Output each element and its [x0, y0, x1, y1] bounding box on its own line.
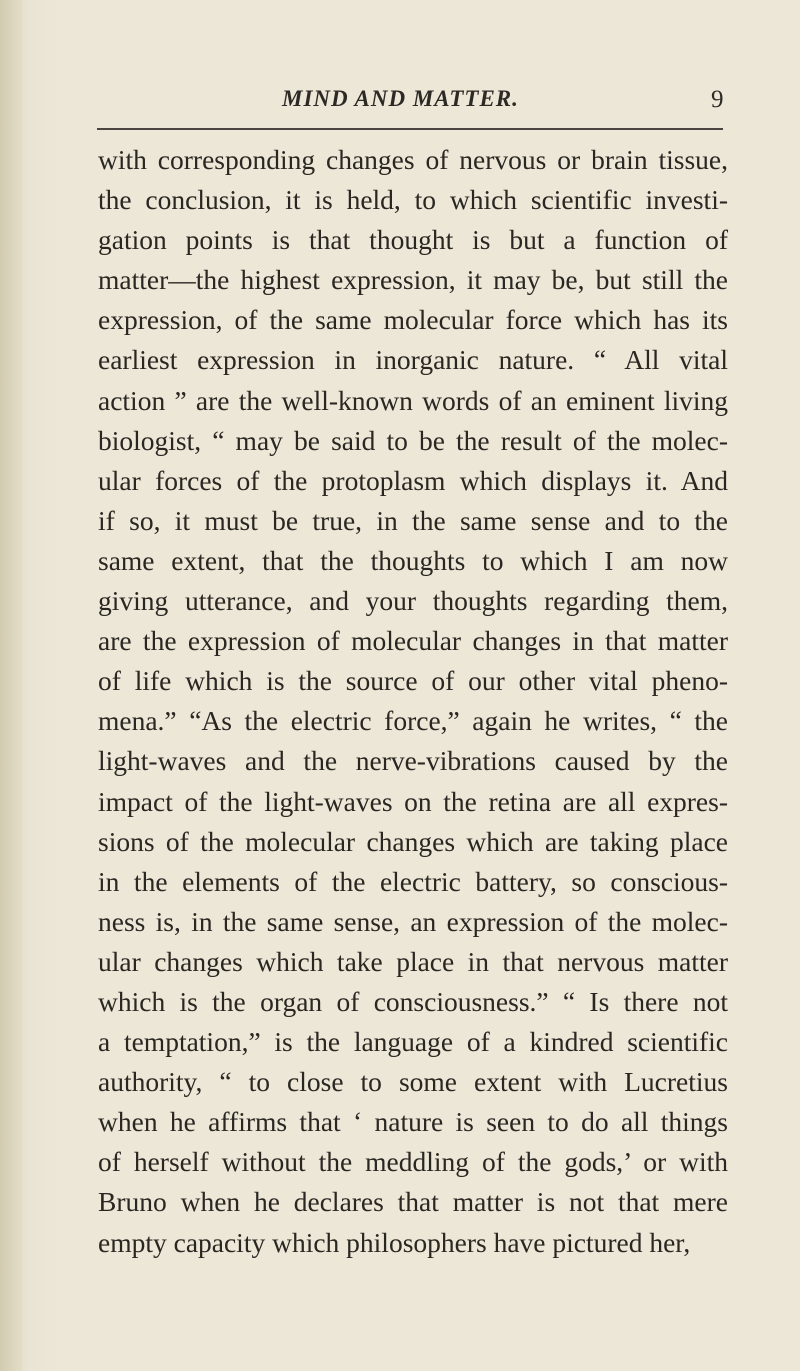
text-line: expression, of the same molecular force which has its — [98, 304, 728, 336]
text-line: are the expression of molecular changes in that matter — [98, 625, 728, 657]
running-title: MIND AND MATTER. — [282, 86, 519, 111]
text-line: the conclusion, it is held, to which scientific investi- — [98, 184, 728, 216]
text-line: ness is, in the same sense, an expression of the molec- — [98, 905, 728, 937]
text-line: ular forces of the protoplasm which displays it. And — [98, 464, 728, 496]
text-line: a temptation,” is the language of a kindred scientific — [98, 1026, 728, 1058]
body-text — [98, 140, 728, 1263]
running-head — [0, 86, 800, 120]
text-line: mena.” “As the electric force,” again he writes, “ the — [98, 705, 728, 737]
text-line: if so, it must be true, in the same sense and to the — [98, 504, 728, 536]
text-line: empty capacity which philosophers have pictured her, — [98, 1226, 691, 1258]
page-number: 9 — [711, 86, 724, 113]
text-line: matter—the highest expression, it may be, but still the — [98, 264, 728, 296]
text-line: same extent, that the thoughts to which I am now — [98, 544, 728, 576]
text-line: biologist, “ may be said to be the result of the molec- — [98, 424, 728, 456]
text-line: with corresponding changes of nervous or brain tissue, — [98, 144, 728, 175]
text-line: Bruno when he declares that matter is not that mere — [98, 1186, 728, 1218]
text-line: impact of the light-waves on the retina are all expres- — [98, 785, 728, 817]
text-line: when he affirms that ‘ nature is seen to do all things — [98, 1106, 728, 1138]
text-line: earliest expression in inorganic nature. “ All vital — [98, 344, 728, 376]
text-line: of life which is the source of our other vital pheno- — [98, 665, 728, 697]
text-line: giving utterance, and your thoughts regarding them, — [98, 585, 728, 617]
text-line: action ” are the well-known words of an eminent living — [98, 384, 728, 416]
text-line: gation points is that thought is but a function of — [98, 224, 728, 256]
text-line: of herself without the meddling of the gods,’ or with — [98, 1146, 728, 1178]
page-gutter-edge — [0, 0, 22, 1371]
text-line: which is the organ of consciousness.” “ Is there not — [98, 985, 728, 1017]
text-line: authority, “ to close to some extent with Lucretius — [98, 1066, 728, 1098]
text-line: ular changes which take place in that nervous matter — [98, 945, 728, 977]
text-line: sions of the molecular changes which are taking place — [98, 825, 728, 857]
header-rule — [97, 128, 723, 130]
text-line: in the elements of the electric battery, so conscious- — [98, 865, 728, 897]
text-line: light-waves and the nerve-vibrations caused by the — [98, 745, 728, 777]
